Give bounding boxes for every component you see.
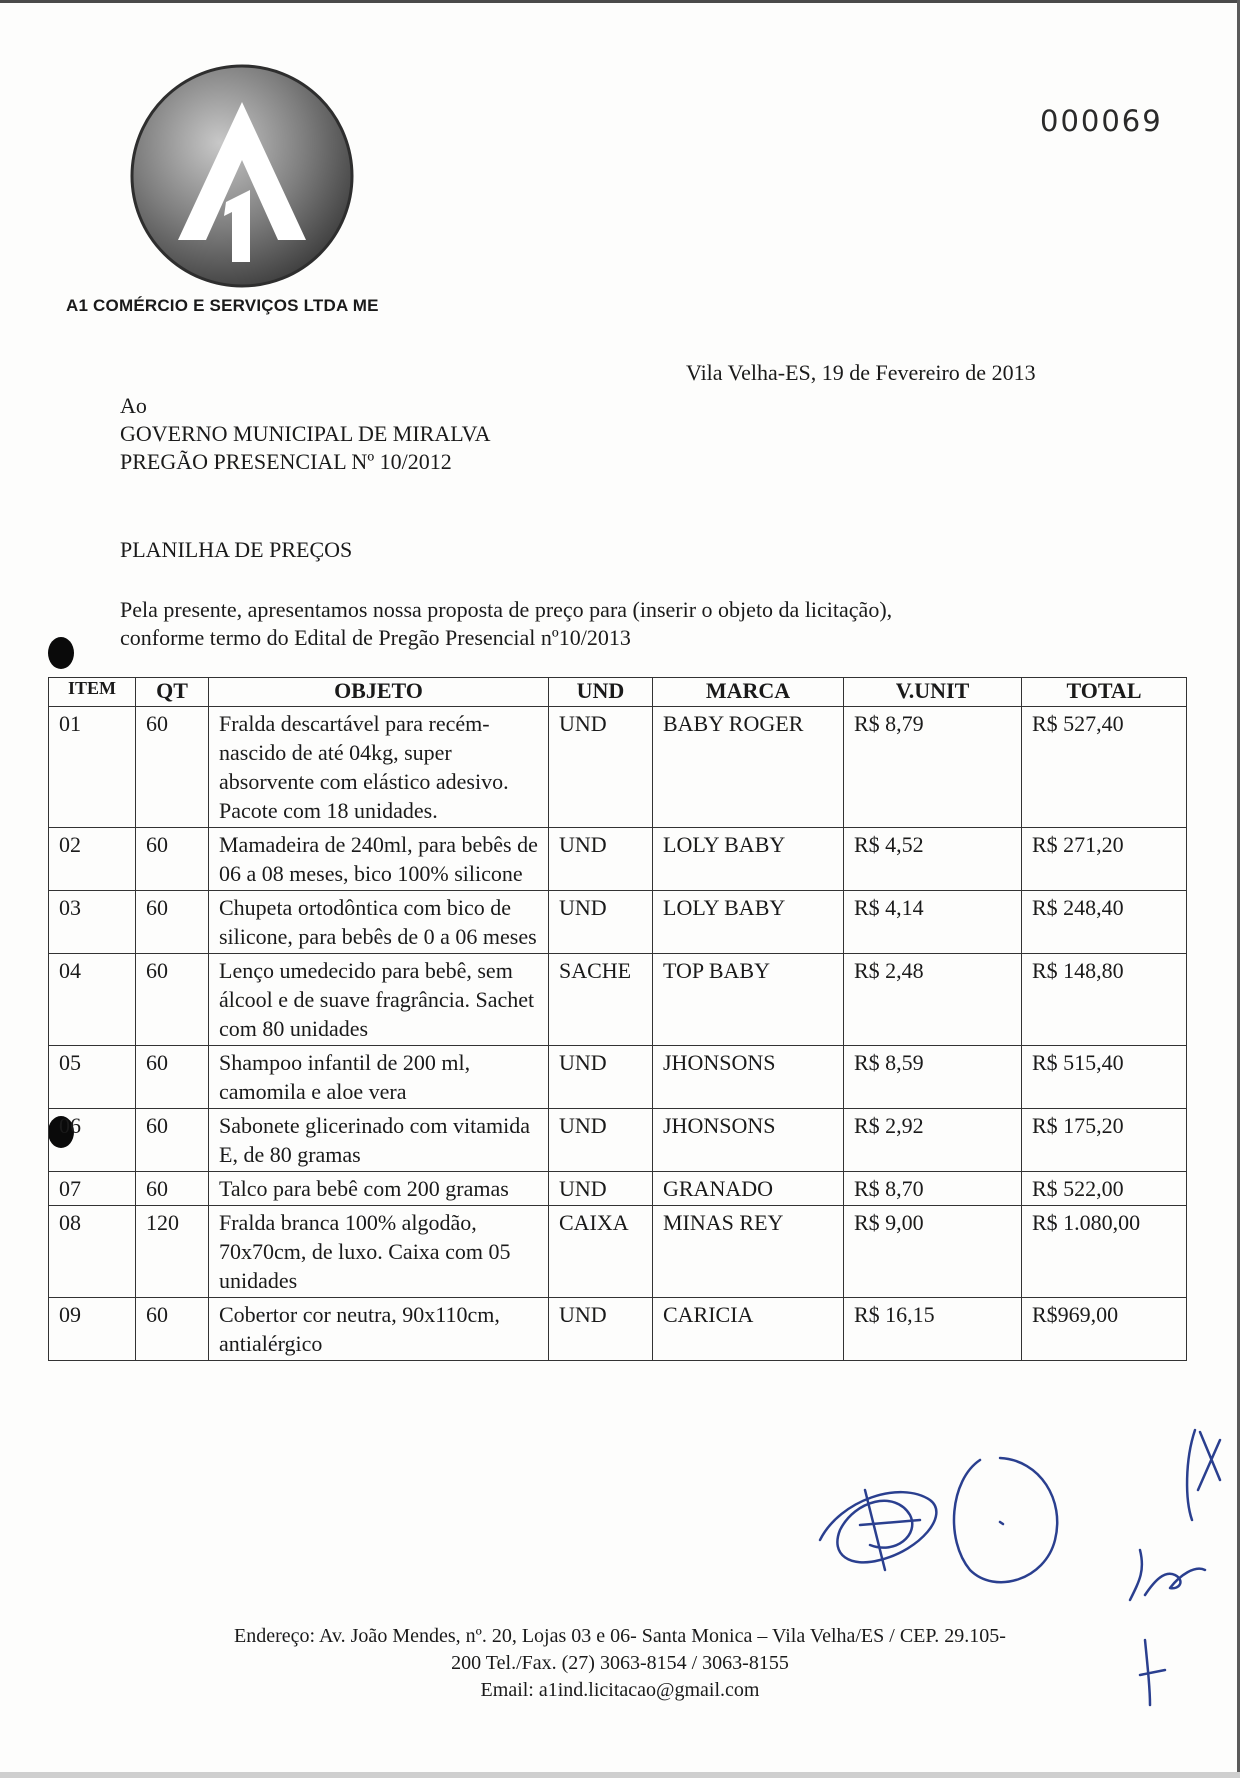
cell-vunit: R$ 4,52 xyxy=(844,828,1022,891)
cell-marca: MINAS REY xyxy=(653,1206,844,1298)
cell-objeto: Fralda descartável para recém-nascido de até 04kg, super absorvente com elástico adesivo. Pacote com 18 unidades. xyxy=(209,707,549,828)
cell-objeto: Sabonete glicerinado com vitamida E, de 80 gramas xyxy=(209,1109,549,1172)
cell-und: UND xyxy=(549,891,653,954)
table-row xyxy=(49,707,1187,828)
table-row xyxy=(49,1206,1187,1298)
footer-line-1: Endereço: Av. João Mendes, nº. 20, Lojas 03 e 06- Santa Monica – Vila Velha/ES / CEP. 29.105- xyxy=(234,1625,1006,1647)
cell-marca: LOLY BABY xyxy=(653,828,844,891)
cell-total: R$ 271,20 xyxy=(1022,828,1187,891)
footer-line-3: Email: a1ind.licitacao@gmail.com xyxy=(480,1679,760,1701)
cell-vunit: R$ 9,00 xyxy=(844,1206,1022,1298)
cell-qt: 60 xyxy=(136,1109,209,1172)
cell-und: UND xyxy=(549,1046,653,1109)
cell-item: 07 xyxy=(49,1172,136,1206)
cell-marca: CARICIA xyxy=(653,1298,844,1361)
recipient-salutation: Ao xyxy=(120,393,147,418)
header-qt: QT xyxy=(136,678,209,707)
cell-marca: JHONSONS xyxy=(653,1046,844,1109)
cell-item: 09 xyxy=(49,1298,136,1361)
intro-line-2: conforme termo do Edital de Pregão Presencial nº10/2013 xyxy=(120,625,631,650)
cell-marca: BABY ROGER xyxy=(653,707,844,828)
date-line: Vila Velha-ES, 19 de Fevereiro de 2013 xyxy=(686,360,1036,385)
header-vunit: V.UNIT xyxy=(844,678,1022,707)
price-table xyxy=(48,677,1187,1361)
cell-objeto: Fralda branca 100% algodão, 70x70cm, de luxo. Caixa com 05 unidades xyxy=(209,1206,549,1298)
cell-item: 04 xyxy=(49,954,136,1046)
cell-qt: 60 xyxy=(136,1298,209,1361)
cell-vunit: R$ 8,59 xyxy=(844,1046,1022,1109)
cell-und: SACHE xyxy=(549,954,653,1046)
scan-edge-top xyxy=(0,0,1240,3)
cell-objeto: Mamadeira de 240ml, para bebês de 06 a 08 meses, bico 100% silicone xyxy=(209,828,549,891)
cell-vunit: R$ 2,48 xyxy=(844,954,1022,1046)
table-row xyxy=(49,1109,1187,1172)
table-row xyxy=(49,1172,1187,1206)
scan-edge-bottom xyxy=(0,1772,1240,1778)
cell-und: UND xyxy=(549,1109,653,1172)
cell-vunit: R$ 4,14 xyxy=(844,891,1022,954)
cell-marca: LOLY BABY xyxy=(653,891,844,954)
table-row xyxy=(49,828,1187,891)
cell-total: R$ 515,40 xyxy=(1022,1046,1187,1109)
cell-qt: 60 xyxy=(136,1046,209,1109)
cell-total: R$969,00 xyxy=(1022,1298,1187,1361)
cell-item: 03 xyxy=(49,891,136,954)
cell-item: 02 xyxy=(49,828,136,891)
cell-und: UND xyxy=(549,707,653,828)
cell-marca: TOP BABY xyxy=(653,954,844,1046)
cell-objeto: Chupeta ortodôntica com bico de silicone, para bebês de 0 a 06 meses xyxy=(209,891,549,954)
cell-item: 08 xyxy=(49,1206,136,1298)
cell-item: 05 xyxy=(49,1046,136,1109)
intro-paragraph xyxy=(120,596,1020,652)
cell-total: R$ 148,80 xyxy=(1022,954,1187,1046)
table-row xyxy=(49,1046,1187,1109)
cell-qt: 120 xyxy=(136,1206,209,1298)
cell-objeto: Cobertor cor neutra, 90x110cm, antialérgico xyxy=(209,1298,549,1361)
document-number-stamp: 000069 xyxy=(1040,104,1163,138)
cell-total: R$ 1.080,00 xyxy=(1022,1206,1187,1298)
cell-objeto: Shampoo infantil de 200 ml, camomila e aloe vera xyxy=(209,1046,549,1109)
cell-marca: JHONSONS xyxy=(653,1109,844,1172)
punch-hole-top xyxy=(48,637,74,669)
cell-qt: 60 xyxy=(136,1172,209,1206)
cell-marca: GRANADO xyxy=(653,1172,844,1206)
cell-objeto: Lenço umedecido para bebê, sem álcool e de suave fragrância. Sachet com 80 unidades xyxy=(209,954,549,1046)
cell-qt: 60 xyxy=(136,707,209,828)
cell-total: R$ 248,40 xyxy=(1022,891,1187,954)
header-und: UND xyxy=(549,678,653,707)
cell-und: UND xyxy=(549,828,653,891)
table-row xyxy=(49,891,1187,954)
sheet-title: PLANILHA DE PREÇOS xyxy=(120,537,353,562)
footer-address xyxy=(120,1623,1120,1704)
recipient-organization: GOVERNO MUNICIPAL DE MIRALVA xyxy=(120,421,491,446)
cell-und: UND xyxy=(549,1172,653,1206)
table-row xyxy=(49,1298,1187,1361)
cell-total: R$ 175,20 xyxy=(1022,1109,1187,1172)
cell-vunit: R$ 16,15 xyxy=(844,1298,1022,1361)
cell-total: R$ 522,00 xyxy=(1022,1172,1187,1206)
cell-total: R$ 527,40 xyxy=(1022,707,1187,828)
cell-vunit: R$ 8,79 xyxy=(844,707,1022,828)
header-total: TOTAL xyxy=(1022,678,1187,707)
intro-line-1: Pela presente, apresentamos nossa proposta de preço para (inserir o objeto da licitação), xyxy=(120,597,893,622)
header-objeto: OBJETO xyxy=(209,678,549,707)
cell-qt: 60 xyxy=(136,828,209,891)
footer-line-2: 200 Tel./Fax. (27) 3063-8154 / 3063-8155 xyxy=(451,1652,789,1674)
recipient-reference: PREGÃO PRESENCIAL Nº 10/2012 xyxy=(120,449,452,474)
cell-und: UND xyxy=(549,1298,653,1361)
recipient-block xyxy=(120,392,491,476)
cell-qt: 60 xyxy=(136,891,209,954)
company-name: A1 COMÉRCIO E SERVIÇOS LTDA ME xyxy=(66,296,379,315)
cell-und: CAIXA xyxy=(549,1206,653,1298)
table-header-row xyxy=(49,678,1187,707)
table-row xyxy=(49,954,1187,1046)
cell-item: 06 xyxy=(49,1109,136,1172)
cell-objeto: Talco para bebê com 200 gramas xyxy=(209,1172,549,1206)
cell-vunit: R$ 2,92 xyxy=(844,1109,1022,1172)
cell-qt: 60 xyxy=(136,954,209,1046)
company-logo xyxy=(128,62,356,290)
header-marca: MARCA xyxy=(653,678,844,707)
header-item: ITEM xyxy=(49,678,136,707)
cell-item: 01 xyxy=(49,707,136,828)
cell-vunit: R$ 8,70 xyxy=(844,1172,1022,1206)
